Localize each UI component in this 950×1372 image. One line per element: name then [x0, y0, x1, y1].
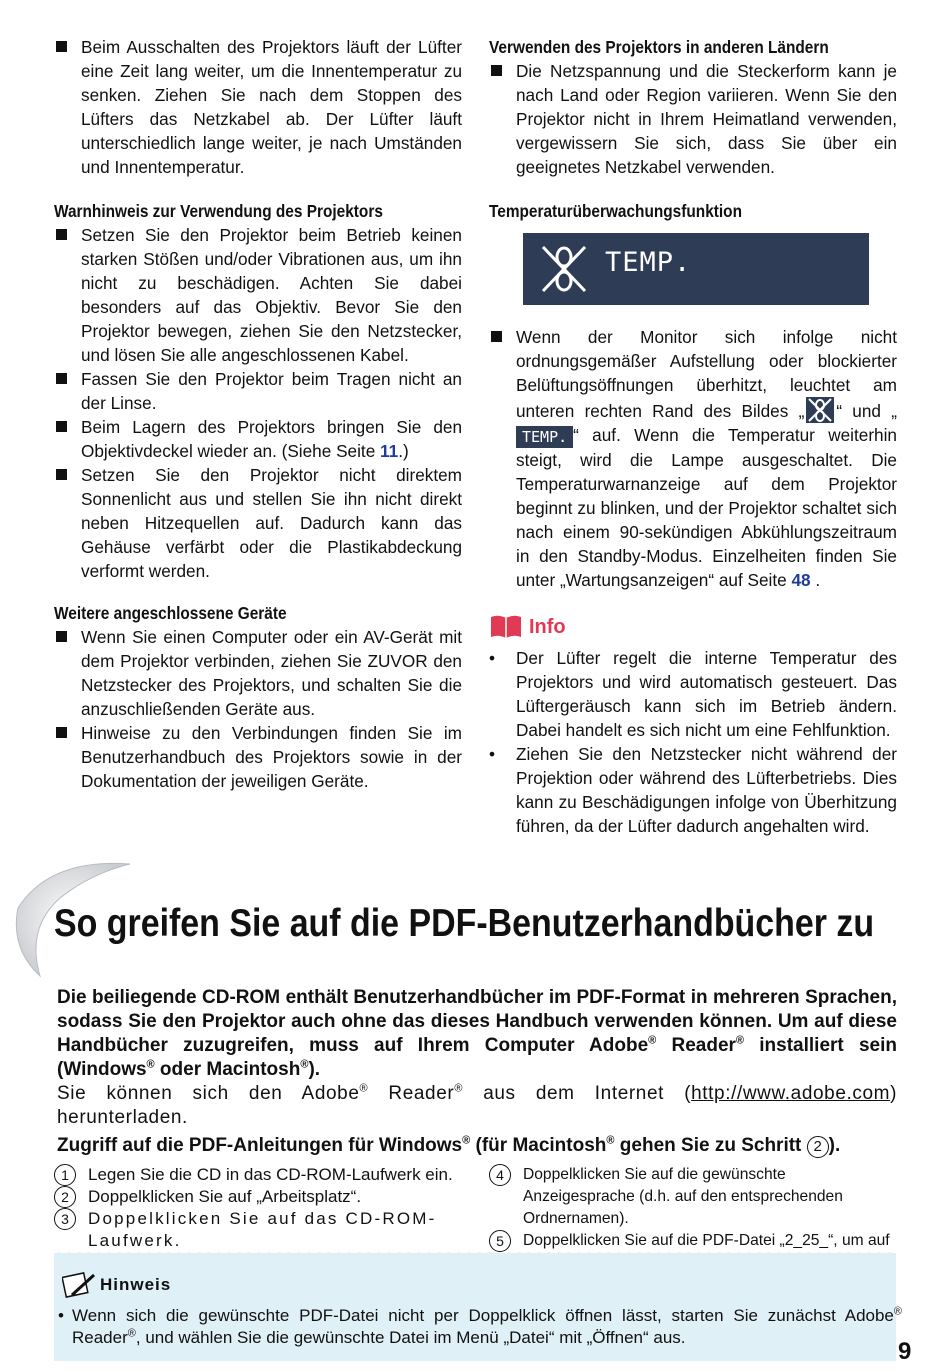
page-number: 9 [898, 1338, 912, 1365]
hint-wave-border [54, 1247, 896, 1257]
hint-heading [62, 1271, 171, 1299]
hint-text: • Wenn sich die gewünschte PDF-Datei nicht per Doppelklick öffnen lässt, starten Sie zunächst Adobe® Reader®, und wählen Sie die gewünschte Datei im Menü „Datei“ mit „Öffnen“ aus. [58, 1305, 902, 1349]
hint-box [54, 1253, 902, 1361]
list-item: Wenn Sie einen Computer oder ein AV-Gerät mit dem Projektor verbinden, ziehen Sie ZUVOR den Netzstecker des Projektors, und schalten Sie die anzuschließenden Geräte aus. [54, 625, 462, 721]
fan-warning-icon [539, 243, 589, 295]
list-item: Die Netzspannung und die Steckerform kann je nach Land oder Region variieren. Wenn Sie den Projektor nicht in Ihrem Heimatland verwenden, vergewissern Sie sich, dass Sie über ein geeignetes Netzkabel verwenden. [489, 59, 897, 179]
book-icon [489, 614, 523, 640]
list-item: Hinweise zu den Verbindungen finden Sie im Benutzerhandbuch des Projektors sowie in der Dokumentation der jeweiligen Geräte. [54, 721, 462, 793]
right-column [489, 35, 897, 838]
step-item: 2 Doppelklicken Sie auf „Arbeitsplatz“. [54, 1186, 462, 1208]
intro-bold-paragraph: Die beiliegende CD-ROM enthält Benutzerhandbücher im PDF-Format in mehreren Sprachen, sodass Sie den Projektor auch ohne das dieses Handbuch verwenden können. Um auf diese Handbücher zuzugreifen, muss auf Ihrem Computer Adobe® Reader® installiert sein (Windows® oder Macintosh®). [57, 987, 898, 1080]
page-link[interactable]: 11 [380, 441, 399, 461]
info-label: Info [529, 616, 566, 638]
step-item: 3 Doppelklicken Sie auf das CD-ROM-Laufwerk. [54, 1208, 462, 1252]
hint-label: Hinweis [100, 1275, 172, 1294]
step-number: 2 [807, 1136, 829, 1158]
list-item: • Ziehen Sie den Netzstecker nicht während der Projektion oder während des Lüfterbetriebs. Dies kann zu Beschädigungen infolge von Überhitzung führen, da der Lüfter dadurch angehalten wird. [489, 742, 897, 838]
step-item: 4 Doppelklicken Sie auf die gewünschte Anzeigesprache (d.h. auf den entsprechenden Ordnernamen). [489, 1164, 897, 1230]
info-heading [489, 614, 897, 640]
list-item: Setzen Sie den Projektor beim Betrieb keinen starken Stößen und/oder Vibrationen aus, um ihn nicht zu beschädigen. Achten Sie dabei besonders auf das Objektiv. Bevor Sie den Projektor bewegen, ziehen Sie den Netzstecker, und lösen Sie alle angeschlossenen Kabel. [54, 223, 462, 367]
list-item: Wenn der Monitor sich infolge nicht ordnungsgemäßer Aufstellung oder blockierter Belüftungsöffnungen überhitzt, leuchtet am unteren rechten Rand des Bildes „ “ und „TEMP. “ auf. Wenn die Temperatur weiterhin steigt, wird die Lampe ausgeschaltet. Die Temperaturwarnanzeige auf dem Projektor beginnt zu blinken, und der Projektor schaltet sich nach einem 90-sekündigen Abkühlungszeitraum in den Standby-Modus. Einzelheiten finden Sie unter „Wartungsanzeigen“ auf Seite 48 . [489, 325, 897, 592]
countries-heading: Verwenden des Projektors in anderen Ländern [489, 37, 829, 57]
left-column [54, 35, 462, 793]
list-item: Setzen Sie den Projektor nicht direktem Sonnenlicht aus und stellen Sie ihn nicht direkt neben Hitzequellen auf. Dadurch kann das Gehäuse verfärbt oder die Plastikabdeckung verformt werden. [54, 463, 462, 583]
devices-heading: Weitere angeschlossene Geräte [54, 603, 287, 623]
temp-label: TEMP. [605, 247, 692, 278]
list-item: Beim Ausschalten des Projektors läuft der Lüfter eine Zeit lang weiter, um die Innentemperatur zu senken. Ziehen Sie nach dem Stoppen des Lüfters das Netzkabel ab. Der Lüfter läuft unterschiedlich lange weiter, je nach Umständen und Innentemperatur. [54, 35, 462, 179]
page-title: So greifen Sie auf die PDF-Benutzerhandbücher zu [54, 902, 875, 945]
temp-inline-label: TEMP. [516, 426, 573, 448]
adobe-link[interactable]: http://www.adobe.com [691, 1083, 891, 1104]
page-link[interactable]: 48 [791, 570, 811, 590]
warning-heading: Warnhinweis zur Verwendung des Projektors [54, 201, 383, 221]
list-item: Fassen Sie den Projektor beim Tragen nicht an der Linse. [54, 367, 462, 415]
temp-display [523, 233, 869, 305]
list-item: Beim Lagern des Projektors bringen Sie den Objektivdeckel wieder an. (Siehe Seite 11.) [54, 415, 462, 463]
step-item: 1 Legen Sie die CD in das CD-ROM-Laufwerk ein. [54, 1164, 462, 1186]
steps-left [54, 1164, 462, 1252]
temperature-heading: Temperaturüberwachungsfunktion [489, 201, 742, 221]
fan-warning-icon [806, 397, 834, 423]
pencil-note-icon [62, 1271, 98, 1299]
step-item: 5 Doppelklicken Sie auf die PDF-Datei „2_25_“, um auf [489, 1230, 897, 1274]
pdf-intro [57, 986, 897, 1158]
access-heading: Zugriff auf die PDF-Anleitungen für Windows® (für Macintosh® gehen Sie zu Schritt 2 ). [57, 1134, 841, 1156]
download-paragraph: Sie können sich den Adobe® Reader® aus dem Internet (http://www.adobe.com) herunterladen. [57, 1082, 897, 1128]
list-item: • Der Lüfter regelt die interne Temperatur des Projektors und wird automatisch gesteuert. Das Lüftergeräusch kann sich im Betrieb ändern. Dabei handelt es sich nicht um eine Fehlfunktion. [489, 646, 897, 742]
